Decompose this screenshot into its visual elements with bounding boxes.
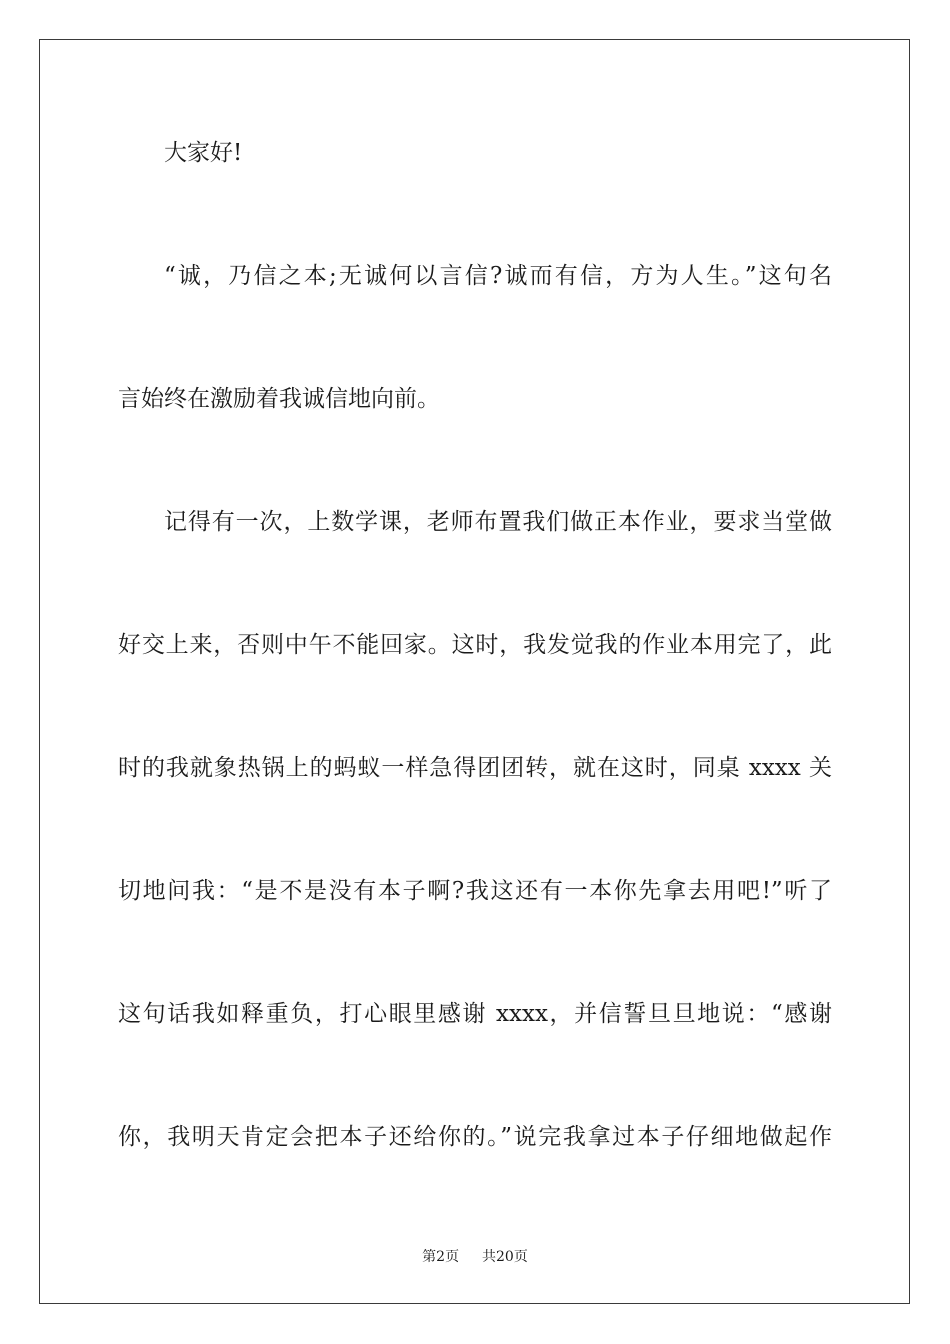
body-text-line: 时的我就象热锅上的蚂蚁一样急得团团转，就在这时，同桌 xxxx 关 <box>118 755 832 781</box>
page-footer <box>0 1248 950 1266</box>
page-number: 第2页 <box>422 1249 460 1265</box>
page-border <box>39 39 910 1304</box>
body-text-line: 这句话我如释重负，打心眼里感谢 xxxx，并信誓旦旦地说：“感谢 <box>118 1001 832 1027</box>
body-text-line: 记得有一次，上数学课，老师布置我们做正本作业，要求当堂做 <box>164 509 832 535</box>
page-total: 共20页 <box>482 1249 528 1265</box>
body-text-line: “诚，乃信之本;无诚何以言信?诚而有信，方为人生。”这句名 <box>164 263 832 289</box>
body-text-line: 言始终在激励着我诚信地向前。 <box>118 386 440 412</box>
body-text-line: 切地问我：“是不是没有本子啊?我这还有一本你先拿去用吧!”听了 <box>118 878 832 904</box>
greeting-line: 大家好! <box>164 140 243 166</box>
body-text-line: 好交上来，否则中午不能回家。这时，我发觉我的作业本用完了，此 <box>118 632 832 658</box>
body-text-line: 你，我明天肯定会把本子还给你的。”说完我拿过本子仔细地做起作 <box>118 1124 832 1150</box>
